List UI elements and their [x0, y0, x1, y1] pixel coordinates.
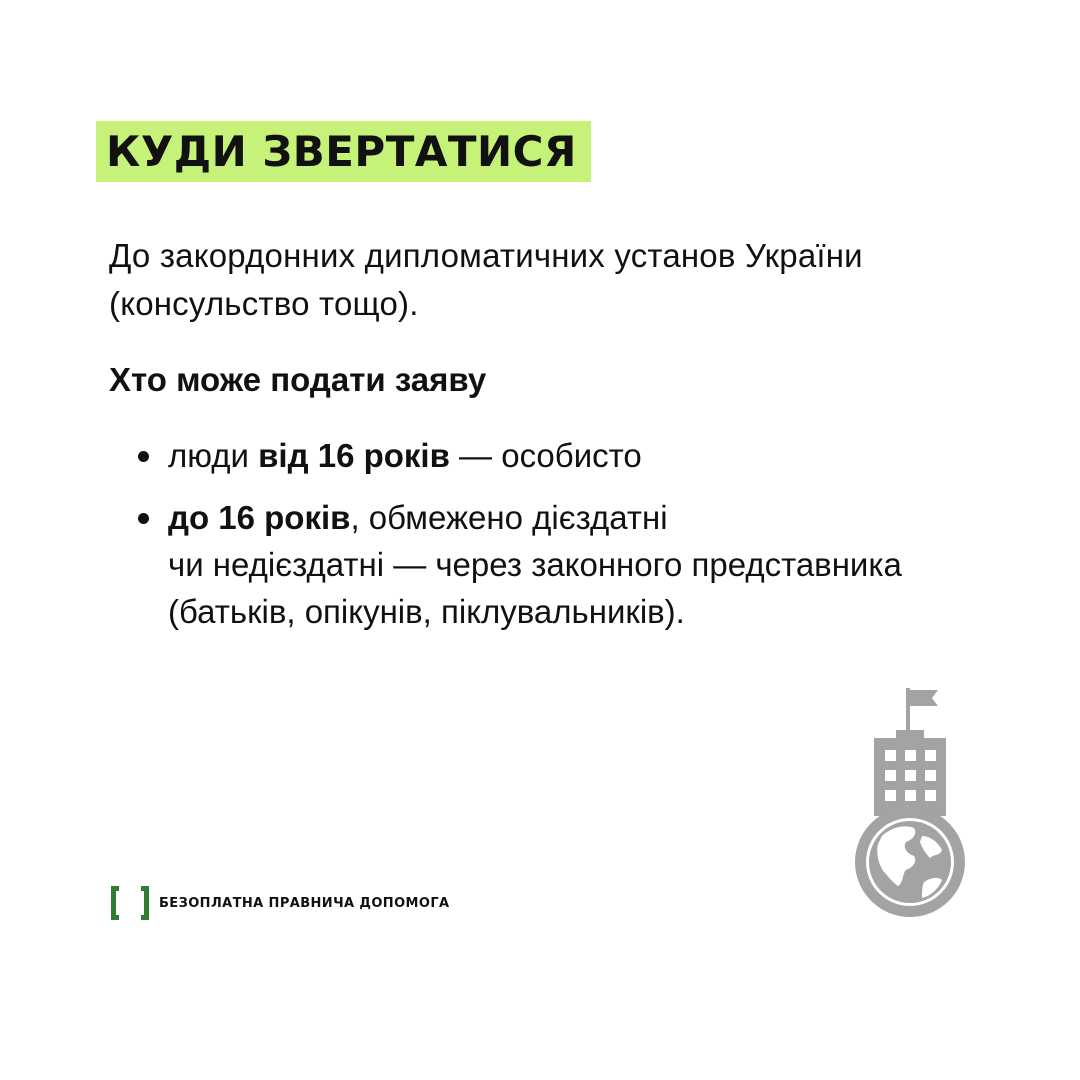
list-item-line — [168, 494, 1038, 541]
list-item-line: (батьків, опікунів, піклувальників). — [168, 593, 685, 630]
bullet-dot-icon — [138, 451, 149, 462]
list-item-text: — особисто — [449, 437, 642, 474]
section-subheading: Хто може подати заяву — [109, 361, 487, 398]
list-item-emphasis: до 16 років — [168, 499, 351, 536]
list-item — [138, 494, 1038, 635]
eligibility-list — [138, 432, 1038, 650]
list-item-line — [168, 432, 1038, 479]
list-item-text: , обмежено дієздатні — [350, 499, 668, 536]
building-with-flag-icon — [874, 688, 946, 816]
globe-icon — [855, 807, 965, 917]
intro-line-2: (консульство тощо). — [109, 285, 419, 322]
embassy-globe-illustration — [852, 686, 972, 922]
bracket-logo-icon — [109, 884, 151, 922]
list-item-line: чи недієздатні — через законного представника — [168, 546, 902, 583]
page-title: КУДИ ЗВЕРТАТИСЯ — [96, 121, 591, 182]
logo-text: БЕЗОПЛАТНА ПРАВНИЧА ДОПОМОГА — [159, 895, 450, 911]
list-item — [138, 432, 1038, 479]
bullet-dot-icon — [138, 513, 149, 524]
list-item-emphasis: від 16 років — [258, 437, 450, 474]
logo — [109, 884, 449, 922]
intro-text — [109, 232, 1009, 328]
intro-line-1: До закордонних дипломатичних установ України — [109, 237, 863, 274]
list-item-text: люди — [168, 437, 259, 474]
